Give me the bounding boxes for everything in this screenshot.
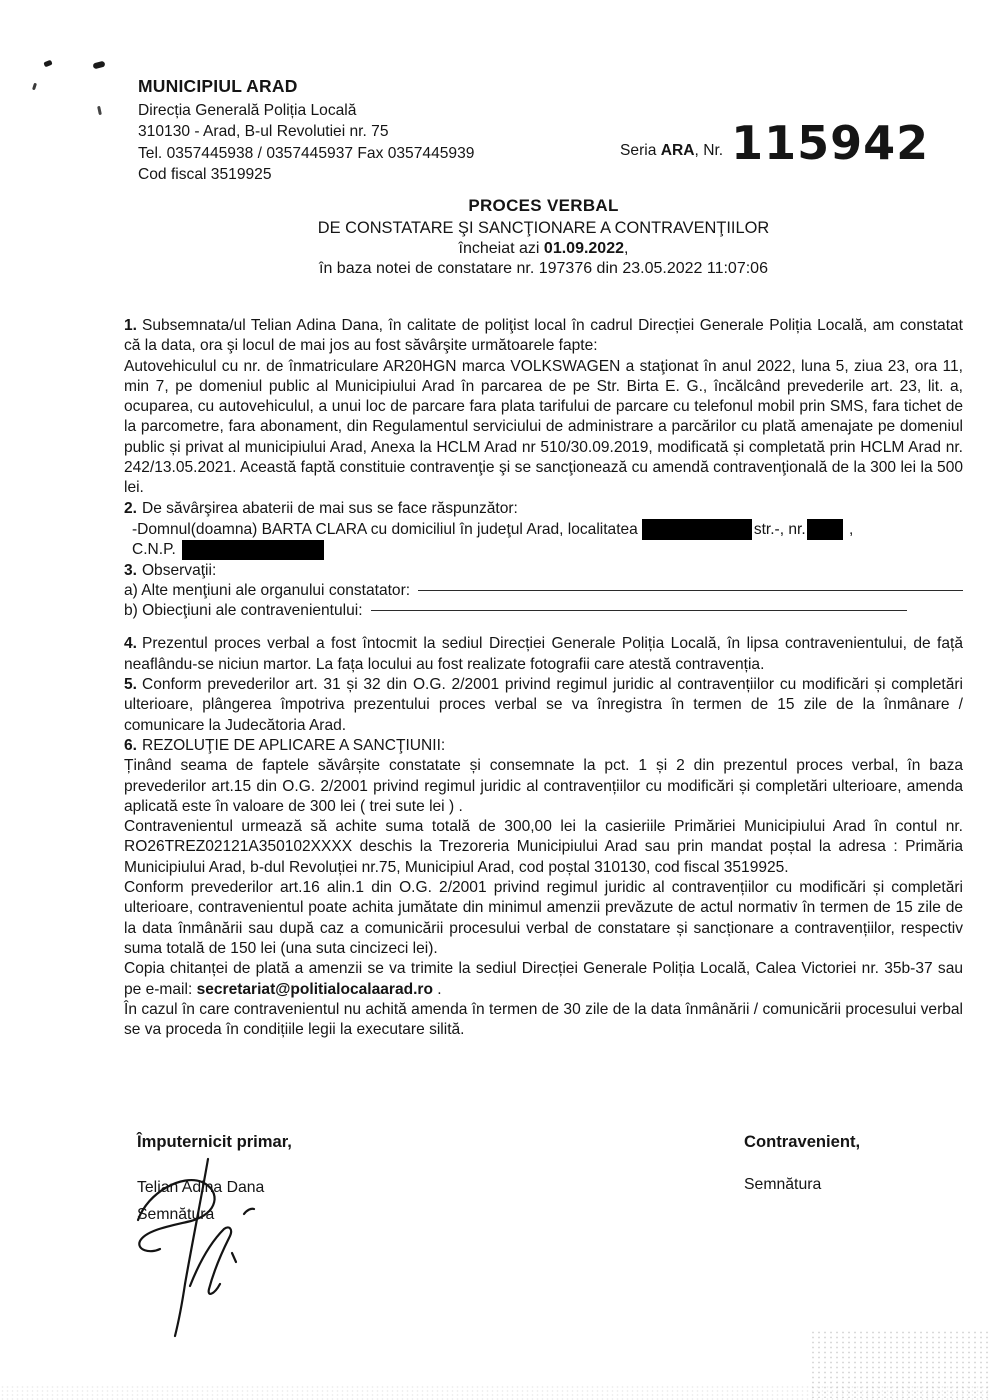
section-5-paragraph: 5. Conform prevederilor art. 31 și 32 din O.G. 2/2001 privind regimul juridic al contravențiilor cu modificări și completări ulterioare, plângerea împotriva prezentului proces verbal se va înregistra în termen de 15 zile de la înmânare / comunicare la Judecătoria Arad. [124, 676, 963, 734]
officer-role-label: Împuternicit primar, [137, 1132, 292, 1151]
officer-signature-label: Semnătura [137, 1206, 215, 1223]
half-payment-paragraph: Conform prevederilor art.16 alin.1 din O.G. 2/2001 privind regimul juridic al contravențiilor cu modificări și completări ulterioare, contravenientul poate achita jumătate din minimul amenzii prevăzute de actul normativ în termen de 15 zile de la data înmânării sau după caz a comunicării procesului verbal de constatare și sancționare a contravențiilor, respectiv suma totală de 150 lei (una suta cincizeci lei). [124, 879, 963, 957]
handwritten-signature [128, 1156, 278, 1341]
redaction-box-street-number [807, 519, 843, 540]
scan-speck [97, 106, 102, 115]
issuer-department: Direcția Generală Poliția Locală [138, 102, 357, 119]
conclusion-date-line: încheiat azi 01.09.2022, [458, 240, 629, 257]
section-4-paragraph: 4. Prezentul proces verbal a fost întocmit la sediul Direcției Generale Poliția Locală, în lipsa contravenientului, de față neaflându-se niciun martor. La fața locului au fost realizate fotografii care atestă contravenția. [124, 635, 963, 673]
section-3-heading: 3. Observaţii: [124, 561, 217, 579]
enforcement-paragraph: În cazul în care contravenientul nu achită amenda în termen de 30 zile de la data înmânării / comunicării procesului verbal se va proceda în condițiile legii la executare silită. [124, 1000, 963, 1039]
issuer-phone-fax: Tel. 0357445938 / 0357445937 Fax 0357445939 [138, 144, 475, 162]
redaction-box-locality [642, 519, 752, 540]
document-title-block [124, 196, 963, 278]
contact-email: secretariat@politialocalaarad.ro [196, 980, 433, 998]
offender-signature-label: Semnătura [744, 1176, 822, 1193]
offender-role-label: Contravenient, [744, 1132, 861, 1151]
document-subtitle: DE CONSTATARE ŞI SANCŢIONARE A CONTRAVENŢIILOR [317, 219, 770, 237]
issuer-address: 310130 - Arad, B-ul Revolutiei nr. 75 [138, 123, 389, 141]
document-number: 115942 [731, 116, 930, 170]
observations-item-a: a) Alte menţiuni ale organului constatator: [124, 581, 963, 601]
scan-noise-band [0, 1385, 990, 1400]
blank-fill-line [418, 590, 963, 591]
series-and-number [620, 116, 930, 170]
officer-name: Telian Adina Dana [137, 1179, 265, 1196]
redaction-box-cnp [182, 540, 324, 560]
document-title: PROCES VERBAL [468, 196, 619, 215]
sanction-amount-paragraph: Ținând seama de faptele săvârșite constatate și consemnate la pct. 1 și 2 din prezentul proces verbal, în baza prevederilor art.15 din O.G. 2/2001 privind regimul juridic al contravențiilor cu modificări și completări ulterioare, amenda aplicată este în valoare de 300 lei ( trei sute lei ) . [124, 757, 963, 815]
signature-block-offender [744, 1132, 974, 1194]
issuer-header [138, 76, 658, 186]
scan-speck [43, 60, 52, 68]
blank-fill-line [371, 610, 907, 611]
receipt-copy-paragraph: Copia chitanței de plată a amenzii se va trimite la sediul Direcției Generale Poliția Locală, Calea Victoriei nr. 35b-37 sau pe e-mail: secretariat@politialocalaarad.ro . [124, 960, 963, 998]
payment-details-paragraph: Contravenientul urmează să achite suma totală de 300,00 lei la casieriile Primăriei Municipiului Arad în contul nr. RO26TREZ02121A350102XXXX deschis la Trezoreria Municipiului Arad sau prin mandat poștal la adresa : Primăria Municipiului Arad, b-dul Revoluției nr.75, Municipiul Arad, cod poștal 310130, cod fiscal 3519925. [124, 818, 963, 876]
cnp-line: C.N.P. [124, 540, 963, 560]
scan-speck [32, 83, 37, 91]
section-1-paragraph: 1. Subsemnata/ul Telian Adina Dana, în calitate de poliţist local în cadrul Direcției Generale Poliția Locală, am constatat că la data, ora şi locul de mai jos au fost săvârşite următoarele fapte: [124, 317, 963, 355]
respondent-line: -Domnul(doamna) BARTA CLARA cu domiciliul în judeţul Arad, localitatea str.-, nr. , [132, 520, 854, 538]
basis-note-line: în baza notei de constatare nr. 197376 din 23.05.2022 11:07:06 [319, 260, 768, 277]
document-body [124, 316, 963, 1040]
scan-speck [92, 61, 105, 70]
issuer-name: MUNICIPIUL ARAD [138, 76, 298, 96]
section-2-heading: 2. De săvârşirea abaterii de mai sus se face răspunzător: [124, 499, 518, 517]
observations-item-b: b) Obiecţiuni ale contravenientului: [124, 601, 963, 621]
issuer-fiscal-code: Cod fiscal 3519925 [138, 166, 272, 184]
series-label: Seria ARA, Nr. [620, 141, 724, 159]
section-6-heading: 6. REZOLUŢIE DE APLICARE A SANCŢIUNII: [124, 736, 446, 754]
section-1-facts: Autovehiculul cu nr. de înmatriculare AR20HGN marca VOLKSWAGEN a staţionat în anul 2022, luna 5, ziua 23, ora 11, min 7, pe domeniul public al Municipiului Arad în parcarea de pe Str. Birta E. G., încălcând prevederile art. 23, lit. a, ocuparea, cu autovehiculul, a unui loc de parcare fara plata tarifului de parcare cu telefonul mobil prin SMS, fara tichet de la parcometre, fara abonament, din Regulamentul serviciului de administrare a parcărilor cu plată amenajate pe domeniul public și privat al municipiului Arad, Anexa la HCLM Arad nr 510/30.09.2019, modificată și completată prin HCLM Arad nr. 242/13.05.2021. Această faptă constituie contravenţie şi se sancţionează cu amendă contravenţională de la 300 lei la 500 lei. [124, 357, 963, 497]
